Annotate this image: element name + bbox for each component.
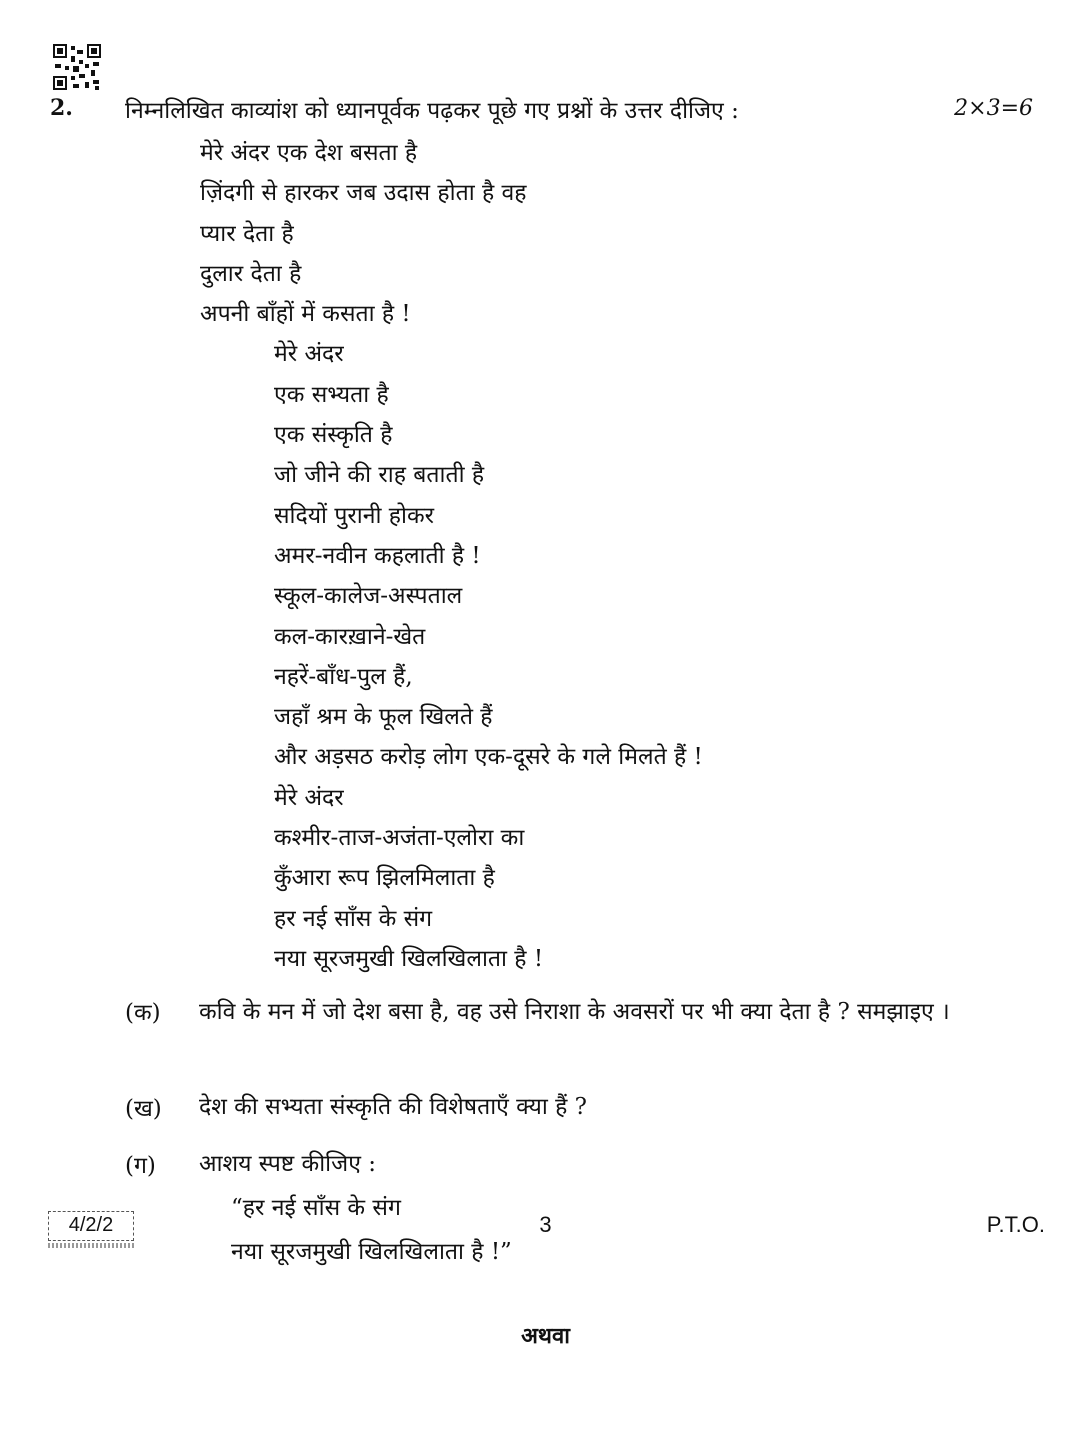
poem-line: सदियों पुरानी होकर <box>274 502 435 529</box>
poem-line: ज़िंदगी से हारकर जब उदास होता है वह <box>200 180 527 207</box>
subquestion-label-ka: (क) <box>125 1000 161 1026</box>
poem-line: मेरे अंदर एक देश बसता है <box>200 140 418 166</box>
quote-line-2: नया सूरजमुखी खिलखिलाता है !” <box>231 1239 512 1265</box>
poem-line: और अड़सठ करोड़ लोग एक-दूसरे के गले मिलते हैं ! <box>274 744 703 771</box>
poem-line: स्कूल-कालेज-अस्पताल <box>274 583 463 610</box>
poem-line: कश्मीर-ताज-अजंता-एलोरा का <box>274 825 525 852</box>
question-number: 2. <box>50 95 73 121</box>
poem-line: नया सूरजमुखी खिलखिलाता है ! <box>274 945 544 972</box>
subquestion-label-ga: (ग) <box>125 1153 156 1179</box>
poem-line: अमर-नवीन कहलाती है ! <box>274 542 481 569</box>
poem <box>0 133 703 979</box>
poem-line: मेरे अंदर <box>274 784 344 811</box>
or-label: अथवा <box>521 1323 570 1349</box>
footer-fine-print <box>48 1243 134 1248</box>
poem-line: जो जीने की राह बताती है <box>274 462 485 489</box>
poem-line: मेरे अंदर <box>274 341 344 368</box>
poem-line: कुँआरा रूप झिलमिलाता है <box>274 865 495 892</box>
subquestion-label-kha: (ख) <box>125 1096 162 1122</box>
poem-line: नहरें-बाँध-पुल हैं, <box>274 663 413 690</box>
poem-line: हर नई साँस के संग <box>274 905 433 932</box>
poem-line: जहाँ श्रम के फूल खिलते हैं <box>274 704 493 731</box>
page-number: 3 <box>539 1212 552 1237</box>
poem-line: एक सभ्यता है <box>274 381 389 408</box>
paper-code: 4/2/2 <box>48 1211 134 1241</box>
poem-line: एक संस्कृति है <box>274 422 393 449</box>
qr-code-icon <box>53 44 101 90</box>
poem-line: दुलार देता है <box>200 260 302 287</box>
question-instruction: निम्नलिखित काव्यांश को ध्यानपूर्वक पढ़कर पूछे गए प्रश्नों के उत्तर दीजिए : <box>125 98 739 124</box>
subquestion-text-ka: कवि के मन में जो देश बसा है, वह उसे निराशा के अवसरों पर भी क्या देता है ? समझाइए । <box>199 999 950 1025</box>
poem-line: कल-कारख़ाने-खेत <box>274 623 426 650</box>
question-marks: 2×3=6 <box>954 96 1033 121</box>
poem-line: प्यार देता है <box>200 220 294 247</box>
pto-label: P.T.O. <box>986 1212 1045 1237</box>
poem-line: अपनी बाँहों में कसता है ! <box>200 301 411 328</box>
quote-line-1: “हर नई साँस के संग <box>231 1195 401 1221</box>
subquestion-text-kha: देश की सभ्यता संस्कृति की विशेषताएँ क्या हैं ? <box>199 1094 587 1120</box>
subquestion-text-ga: आशय स्पष्ट कीजिए : <box>199 1151 376 1177</box>
